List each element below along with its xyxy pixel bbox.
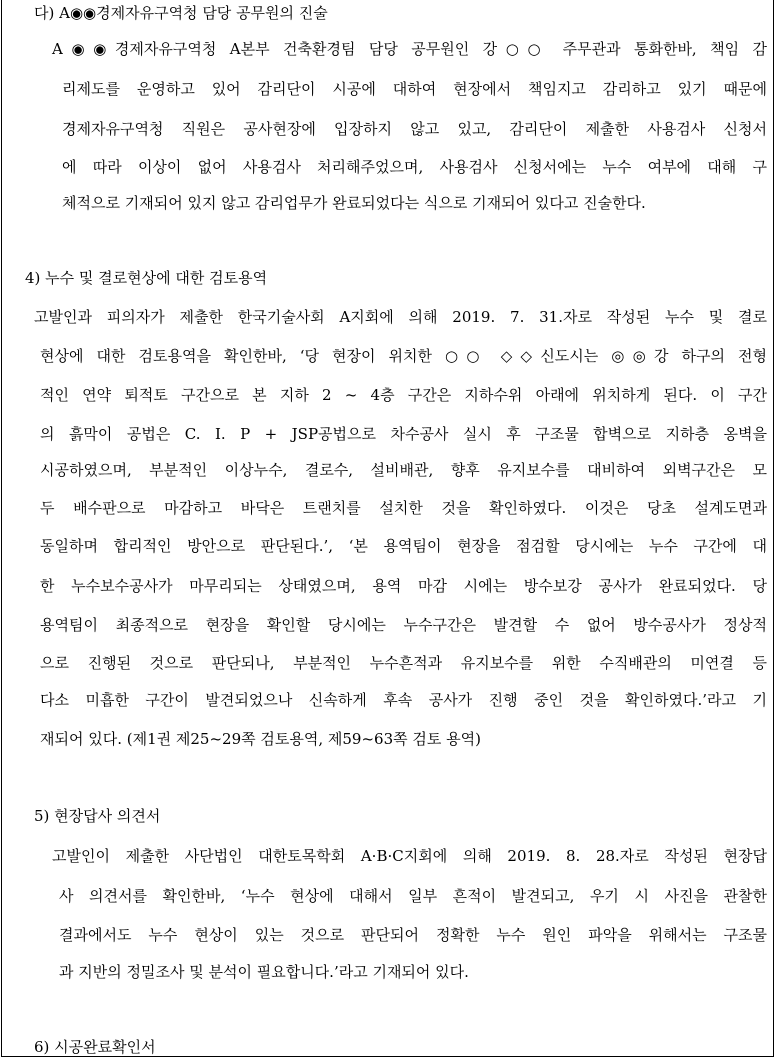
paragraph-line: 리제도를 운영하고 있어 감리단이 시공에 대하여 현장에서 책임지고 감리하고 있기 때문에 bbox=[62, 80, 767, 98]
paragraph-line: 체적으로 기재되어 있지 않고 감리업무가 완료되었다는 식으로 기재되어 있다고 진술한다. bbox=[62, 194, 646, 212]
section-heading: 6) 시공완료확인서 bbox=[34, 1038, 156, 1056]
paragraph-line: 동일하며 합리적인 방안으로 판단된다.’, ‘본 용역팀이 현장을 점검할 당시에는 누수 구간에 대 bbox=[40, 537, 767, 555]
paragraph-line: 사 의견서를 확인한바, ‘누수 현상에 대해서 일부 흔적이 발견되고, 우기 시 사진을 관찰한 bbox=[59, 887, 767, 905]
paragraph-line: 의 흙막이 공법은 C. I. P + JSP공법으로 차수공사 실시 후 구조물 합벽으로 지하층 옹벽을 bbox=[40, 425, 767, 443]
paragraph-line: 적인 연약 퇴적토 구간으로 본 지하 2 ~ 4층 구간은 지하수위 아래에 위치하게 된다. 이 구간 bbox=[40, 386, 767, 404]
paragraph-line: 재되어 있다. (제1권 제25~29쪽 검토용역, 제59~63쪽 검토 용역) bbox=[40, 730, 481, 748]
paragraph-line: 두 배수판으로 마감하고 바닥은 트랜치를 설치한 것을 확인하였다. 이것은 당초 설계도면과 bbox=[40, 499, 767, 517]
section-heading: 4) 누수 및 결로현상에 대한 검토용역 bbox=[25, 269, 268, 287]
paragraph-line: 다소 미흡한 구간이 발견되었으나 신속하게 후속 공사가 진행 중인 것을 확인하였다.’라고 기 bbox=[40, 691, 767, 709]
paragraph-line: 고발인과 피의자가 제출한 한국기술사회 A지회에 의해 2019. 7. 31.자로 작성된 누수 및 결로 bbox=[34, 308, 767, 326]
paragraph-line: 과 지반의 정밀조사 및 분석이 필요합니다.’라고 기재되어 있다. bbox=[59, 963, 469, 981]
paragraph-line: 결과에서도 누수 현상이 있는 것으로 판단되어 정확한 누수 원인 파악을 위해서는 구조물 bbox=[59, 926, 767, 944]
paragraph-line: 용역팀이 최종적으로 현장을 확인할 당시에는 누수구간은 발견할 수 없어 방수공사가 정상적 bbox=[40, 616, 767, 634]
paragraph-line: 경제자유구역청 직원은 공사현장에 입장하지 않고 있고, 감리단이 제출한 사용검사 신청서 bbox=[62, 120, 767, 138]
paragraph-line: 시공하였으며, 부분적인 이상누수, 결로수, 설비배관, 향후 유지보수를 대비하여 외벽구간은 모 bbox=[40, 461, 767, 479]
paragraph-line: 한 누수보수공사가 마무리되는 상태였으며, 용역 마감 시에는 방수보강 공사가 완료되었다. 당 bbox=[40, 577, 767, 595]
document-page bbox=[1, 0, 774, 1057]
section-heading: 5) 현장답사 의견서 bbox=[34, 807, 161, 825]
paragraph-line: 으로 진행된 것으로 판단되나, 부분적인 누수흔적과 유지보수를 위한 수직배관의 미연결 등 bbox=[40, 654, 767, 672]
paragraph-line: A◉◉경제자유구역청 A본부 건축환경팀 담당 공무원인 강○○ 주무관과 통화한바, 책임 감 bbox=[52, 40, 767, 58]
section-heading: 다) A◉◉경제자유구역청 담당 공무원의 진술 bbox=[34, 4, 328, 22]
paragraph-line: 고발인이 제출한 사단법인 대한토목학회 A·B·C지회에 의해 2019. 8. 28.자로 작성된 현장답 bbox=[52, 847, 767, 865]
paragraph-line: 현상에 대한 검토용역을 확인한바, ‘당 현장이 위치한 ○○ ◇◇신도시는 ◎◎강 하구의 전형 bbox=[40, 347, 767, 365]
paragraph-line: 에 따라 이상이 없어 사용검사 처리해주었으며, 사용검사 신청서에는 누수 여부에 대해 구 bbox=[62, 158, 767, 176]
